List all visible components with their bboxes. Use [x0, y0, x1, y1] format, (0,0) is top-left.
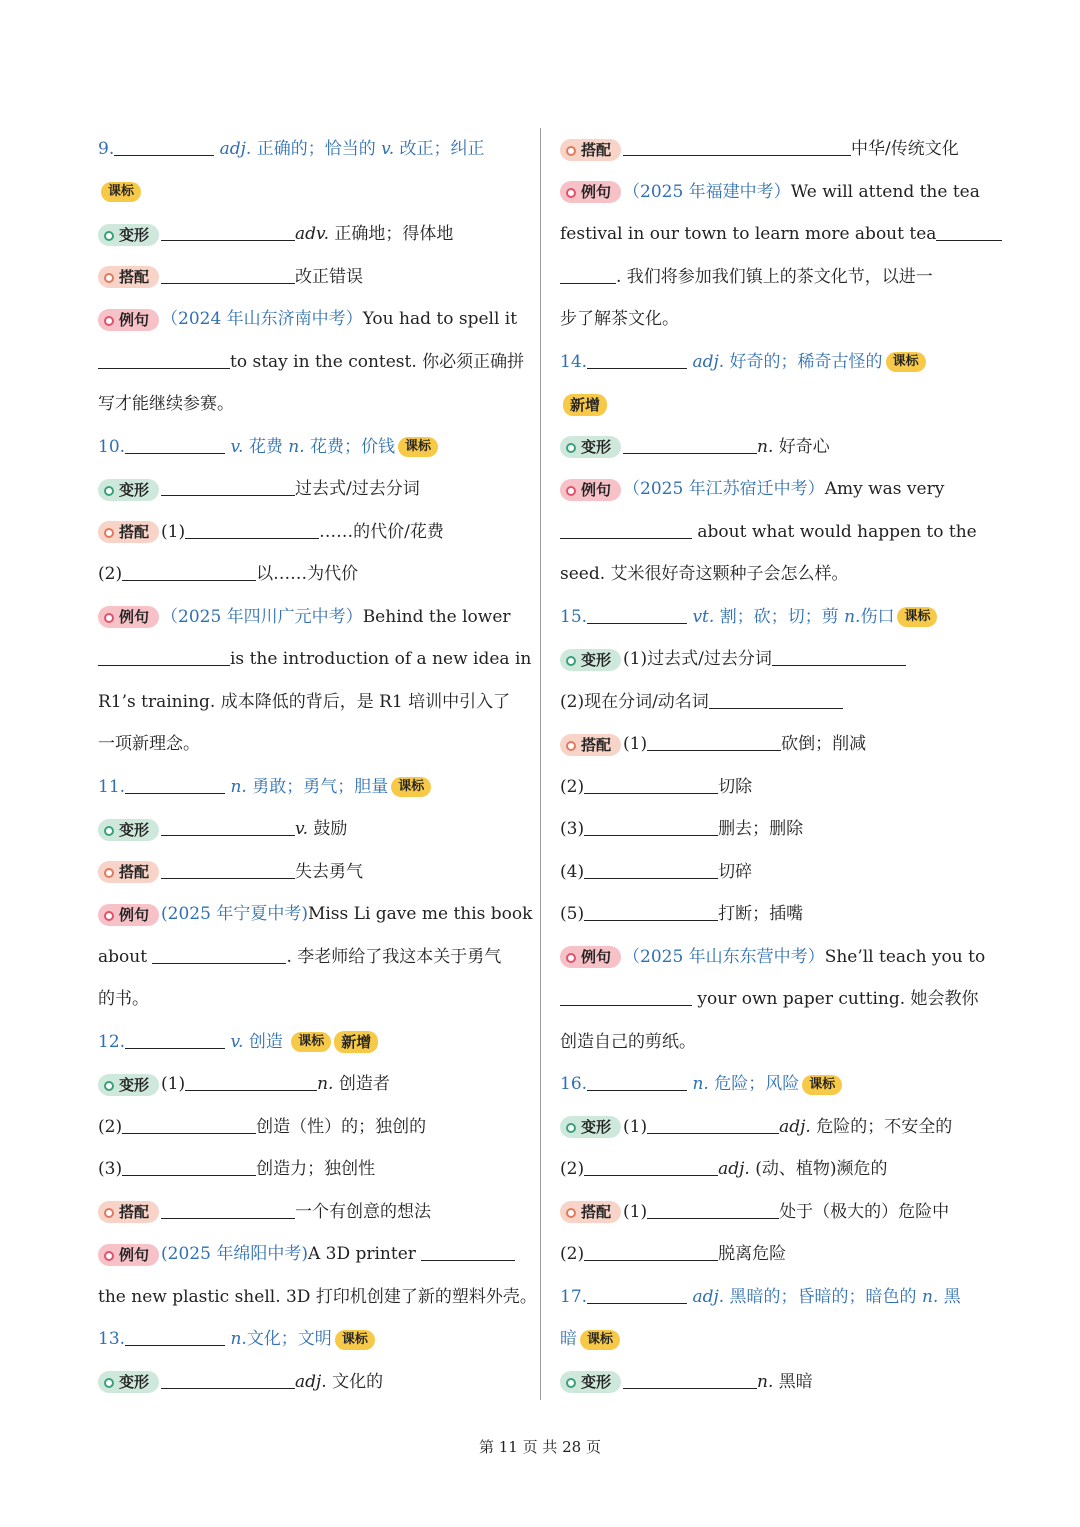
- answer-blank[interactable]: [98, 346, 230, 369]
- xinzeng-badge: 新增: [563, 394, 607, 416]
- entry-15-bianxing: 变形 (1)过去式/过去分词: [560, 638, 988, 681]
- answer-blank[interactable]: [161, 813, 295, 836]
- kebiao-badge: 课标: [291, 1032, 331, 1052]
- answer-blank[interactable]: [623, 1366, 757, 1389]
- entry-11-dapei: 搭配 失去勇气: [98, 851, 526, 894]
- entry-14-badges: [560, 383, 988, 426]
- definition: 改正；纠正: [394, 139, 485, 159]
- entry-14-bianxing: 变形 n. 好奇心: [560, 426, 988, 469]
- answer-blank[interactable]: [98, 643, 230, 666]
- dapei-tag: 搭配: [560, 1201, 621, 1223]
- bianxing-tag: 变形: [98, 819, 159, 841]
- circle-icon: [566, 188, 576, 198]
- entry-17-head-cont: 暗 课标: [560, 1318, 988, 1361]
- bianxing-line: (3) 创造力；独创性: [98, 1148, 526, 1191]
- dapei-line: (3) 删去；删除: [560, 808, 988, 851]
- answer-blank[interactable]: [584, 771, 718, 794]
- entry-11-bianxing: 变形 v. 鼓励: [98, 808, 526, 851]
- entry-9-bianxing: 变形 adv. 正确地；得体地: [98, 213, 526, 256]
- example-line: 创造自己的剪纸。: [560, 1031, 696, 1052]
- dapei-tag: 搭配: [560, 734, 621, 756]
- answer-blank[interactable]: [647, 728, 781, 751]
- liju-tag: 例句: [560, 479, 621, 501]
- entry-11-head: 11. n. 勇敢；勇气；胆量 课标: [98, 766, 526, 809]
- liju-tag: 例句: [560, 946, 621, 968]
- circle-icon: [104, 486, 114, 496]
- circle-icon: [566, 1208, 576, 1218]
- kebiao-badge: 课标: [580, 1330, 620, 1350]
- bianxing-line: (2) 创造（性）的；独创的: [98, 1106, 526, 1149]
- bianxing-tag: 变形: [560, 436, 621, 458]
- page-number: 第 11 页 共 28 页: [478, 1438, 601, 1456]
- bianxing-tag: 变形: [98, 224, 159, 246]
- kebiao-badge: 课标: [335, 1330, 375, 1350]
- answer-blank[interactable]: [122, 1111, 256, 1134]
- dapei-line: (2) 脱离危险: [560, 1233, 988, 1276]
- example-line: . 我们将参加我们镇上的茶文化节，以进一: [560, 256, 988, 299]
- answer-blank[interactable]: [560, 261, 616, 284]
- entry-16-dapei: 搭配 (1) 处于（极大的）危险中: [560, 1191, 988, 1234]
- answer-blank[interactable]: [185, 1068, 317, 1091]
- answer-blank[interactable]: [584, 898, 718, 921]
- dapei-tag: 搭配: [98, 1201, 159, 1223]
- dapei-line: (2) 切除: [560, 766, 988, 809]
- right-column: [560, 128, 988, 1403]
- circle-icon: [566, 656, 576, 666]
- entry-9-badges: [98, 171, 526, 214]
- answer-blank[interactable]: [647, 1196, 779, 1219]
- column-divider: [540, 128, 541, 1400]
- circle-icon: [104, 1081, 114, 1091]
- circle-icon: [104, 911, 114, 921]
- bianxing-line: (2) adj. (动、植物)濒危的: [560, 1148, 988, 1191]
- entry-10-dapei: 搭配 (1) ……的代价/花费: [98, 511, 526, 554]
- answer-blank[interactable]: [125, 1323, 225, 1346]
- bianxing-tag: 变形: [98, 479, 159, 501]
- answer-blank[interactable]: [161, 856, 295, 879]
- circle-icon: [104, 316, 114, 326]
- example-line: R1’s training. 成本降低的背后，是 R1 培训中引入了: [98, 691, 511, 712]
- liju-tag: 例句: [98, 606, 159, 628]
- bianxing-tag: 变形: [560, 1116, 621, 1138]
- answer-blank[interactable]: [584, 856, 718, 879]
- dapei-tag: 搭配: [98, 266, 159, 288]
- answer-blank[interactable]: [587, 346, 687, 369]
- dapei-line: (2) 以……为代价: [98, 553, 526, 596]
- entry-13-liju: 例句 （2025 年福建中考）We will attend the tea: [560, 171, 988, 214]
- answer-blank[interactable]: [125, 1026, 225, 1049]
- kebiao-badge: 课标: [101, 182, 141, 202]
- entry-13-head: 13. n.文化；文明 课标: [98, 1318, 526, 1361]
- example-line: 一项新理念。: [98, 734, 200, 754]
- circle-icon: [104, 613, 114, 623]
- answer-blank[interactable]: [587, 1281, 687, 1304]
- circle-icon: [566, 1123, 576, 1133]
- answer-blank[interactable]: [125, 771, 225, 794]
- circle-icon: [104, 868, 114, 878]
- example-line: the new plastic shell. 3D 打印机创建了新的塑料外壳。: [98, 1286, 537, 1307]
- answer-blank[interactable]: [421, 1238, 515, 1261]
- answer-blank[interactable]: [584, 1153, 718, 1176]
- circle-icon: [104, 1251, 114, 1261]
- answer-blank[interactable]: [772, 643, 906, 666]
- circle-icon: [566, 146, 576, 156]
- entry-12-bianxing: 变形 (1) n. 创造者: [98, 1063, 526, 1106]
- entry-15-head: 15. vt. 割；砍；切；剪 n.伤口 课标: [560, 596, 988, 639]
- entry-9-dapei: 搭配 改正错误: [98, 256, 526, 299]
- bianxing-tag: 变形: [560, 649, 621, 671]
- answer-blank[interactable]: [114, 133, 214, 156]
- entry-12-liju: 例句 (2025 年绵阳中考)A 3D printer: [98, 1233, 526, 1276]
- entry-11-liju: 例句 (2025 年宁夏中考)Miss Li gave me this book: [98, 893, 526, 936]
- part-of-speech: adj.: [219, 139, 252, 159]
- answer-blank[interactable]: [122, 1153, 256, 1176]
- entry-16-bianxing: 变形 (1) adj. 危险的；不安全的: [560, 1106, 988, 1149]
- kebiao-badge: 课标: [886, 352, 926, 372]
- example-line: 步了解茶文化。: [560, 309, 679, 329]
- entry-10-liju: 例句 （2025 年四川广元中考）Behind the lower: [98, 596, 526, 639]
- answer-blank[interactable]: [623, 133, 851, 156]
- entry-10-head: 10. v. 花费 n. 花费；价钱 课标: [98, 426, 526, 469]
- answer-blank[interactable]: [161, 473, 295, 496]
- entry-17-head: 17. adj. 黑暗的；昏暗的；暗色的 n. 黑: [560, 1276, 988, 1319]
- circle-icon: [566, 443, 576, 453]
- circle-icon: [104, 528, 114, 538]
- circle-icon: [104, 826, 114, 836]
- dapei-line: (4) 切碎: [560, 851, 988, 894]
- entry-13-dapei: 搭配 中华/传统文化: [560, 128, 988, 171]
- example-line: 的书。: [98, 989, 149, 1009]
- kebiao-badge: 课标: [897, 607, 937, 627]
- circle-icon: [566, 1378, 576, 1388]
- entry-10-bianxing: 变形 过去式/过去分词: [98, 468, 526, 511]
- answer-blank[interactable]: [587, 601, 687, 624]
- circle-icon: [104, 231, 114, 241]
- liju-tag: 例句: [98, 309, 159, 331]
- dapei-tag: 搭配: [98, 521, 159, 543]
- liju-tag: 例句: [560, 181, 621, 203]
- answer-blank[interactable]: [709, 686, 843, 709]
- xinzeng-badge: 新增: [334, 1031, 378, 1053]
- answer-blank[interactable]: [161, 1196, 295, 1219]
- answer-blank[interactable]: [936, 218, 1002, 241]
- answer-blank[interactable]: [560, 516, 692, 539]
- answer-blank[interactable]: [152, 941, 286, 964]
- entry-16-head: 16. n. 危险；风险 课标: [560, 1063, 988, 1106]
- answer-blank[interactable]: [161, 261, 295, 284]
- answer-blank[interactable]: [122, 558, 256, 581]
- entry-17-bianxing: 变形 n. 黑暗: [560, 1361, 988, 1404]
- answer-blank[interactable]: [623, 431, 757, 454]
- entry-14-liju: 例句 （2025 年江苏宿迁中考）Amy was very: [560, 468, 988, 511]
- entry-15-dapei: 搭配 (1) 砍倒；削减: [560, 723, 988, 766]
- example-line: 写才能继续参赛。: [98, 394, 234, 414]
- kebiao-badge: 课标: [391, 777, 431, 797]
- answer-blank[interactable]: [161, 218, 295, 241]
- answer-blank[interactable]: [185, 516, 319, 539]
- dapei-line: (5) 打断；插嘴: [560, 893, 988, 936]
- answer-blank[interactable]: [161, 1366, 295, 1389]
- bianxing-tag: 变形: [560, 1371, 621, 1393]
- example-line: about . 李老师给了我这本关于勇气: [98, 936, 526, 979]
- circle-icon: [104, 1378, 114, 1388]
- example-line: your own paper cutting. 她会教你: [560, 978, 988, 1021]
- entry-12-head: 12. v. 创造 课标 新增: [98, 1021, 526, 1064]
- answer-blank[interactable]: [125, 431, 225, 454]
- entry-9-liju: 例句 （2024 年山东济南中考）You had to spell it: [98, 298, 526, 341]
- answer-blank[interactable]: [587, 1068, 687, 1091]
- part-of-speech: v.: [381, 139, 395, 159]
- liju-tag: 例句: [98, 904, 159, 926]
- circle-icon: [104, 1208, 114, 1218]
- circle-icon: [566, 486, 576, 496]
- circle-icon: [566, 741, 576, 751]
- definition: 正确的；恰当的: [251, 139, 382, 159]
- kebiao-badge: 课标: [802, 1075, 842, 1095]
- bianxing-line: (2)现在分词/动名词: [560, 681, 988, 724]
- circle-icon: [566, 953, 576, 963]
- answer-blank[interactable]: [584, 1238, 718, 1261]
- kebiao-badge: 课标: [398, 437, 438, 457]
- answer-blank[interactable]: [560, 983, 692, 1006]
- dapei-tag: 搭配: [98, 861, 159, 883]
- entry-9-head: [98, 128, 526, 171]
- entry-15-liju: 例句 （2025 年山东东营中考）She’ll teach you to: [560, 936, 988, 979]
- answer-blank[interactable]: [647, 1111, 779, 1134]
- circle-icon: [104, 273, 114, 283]
- bianxing-tag: 变形: [98, 1074, 159, 1096]
- example-line: festival in our town to learn more about tea: [560, 213, 988, 256]
- example-line: is the introduction of a new idea in: [98, 638, 526, 681]
- dapei-tag: 搭配: [560, 139, 621, 161]
- answer-blank[interactable]: [584, 813, 718, 836]
- entry-13-bianxing: 变形 adj. 文化的: [98, 1361, 526, 1404]
- bianxing-tag: 变形: [98, 1371, 159, 1393]
- example-line: seed. 艾米很好奇这颗种子会怎么样。: [560, 564, 849, 584]
- entry-number: 9.: [98, 139, 115, 159]
- example-line: to stay in the contest. 你必须正确拼: [98, 341, 526, 384]
- liju-tag: 例句: [98, 1244, 159, 1266]
- entry-14-head: 14. adj. 好奇的；稀奇古怪的 课标: [560, 341, 988, 384]
- example-line: about what would happen to the: [560, 511, 988, 554]
- entry-12-dapei: 搭配 一个有创意的想法: [98, 1191, 526, 1234]
- left-column: [98, 128, 537, 1403]
